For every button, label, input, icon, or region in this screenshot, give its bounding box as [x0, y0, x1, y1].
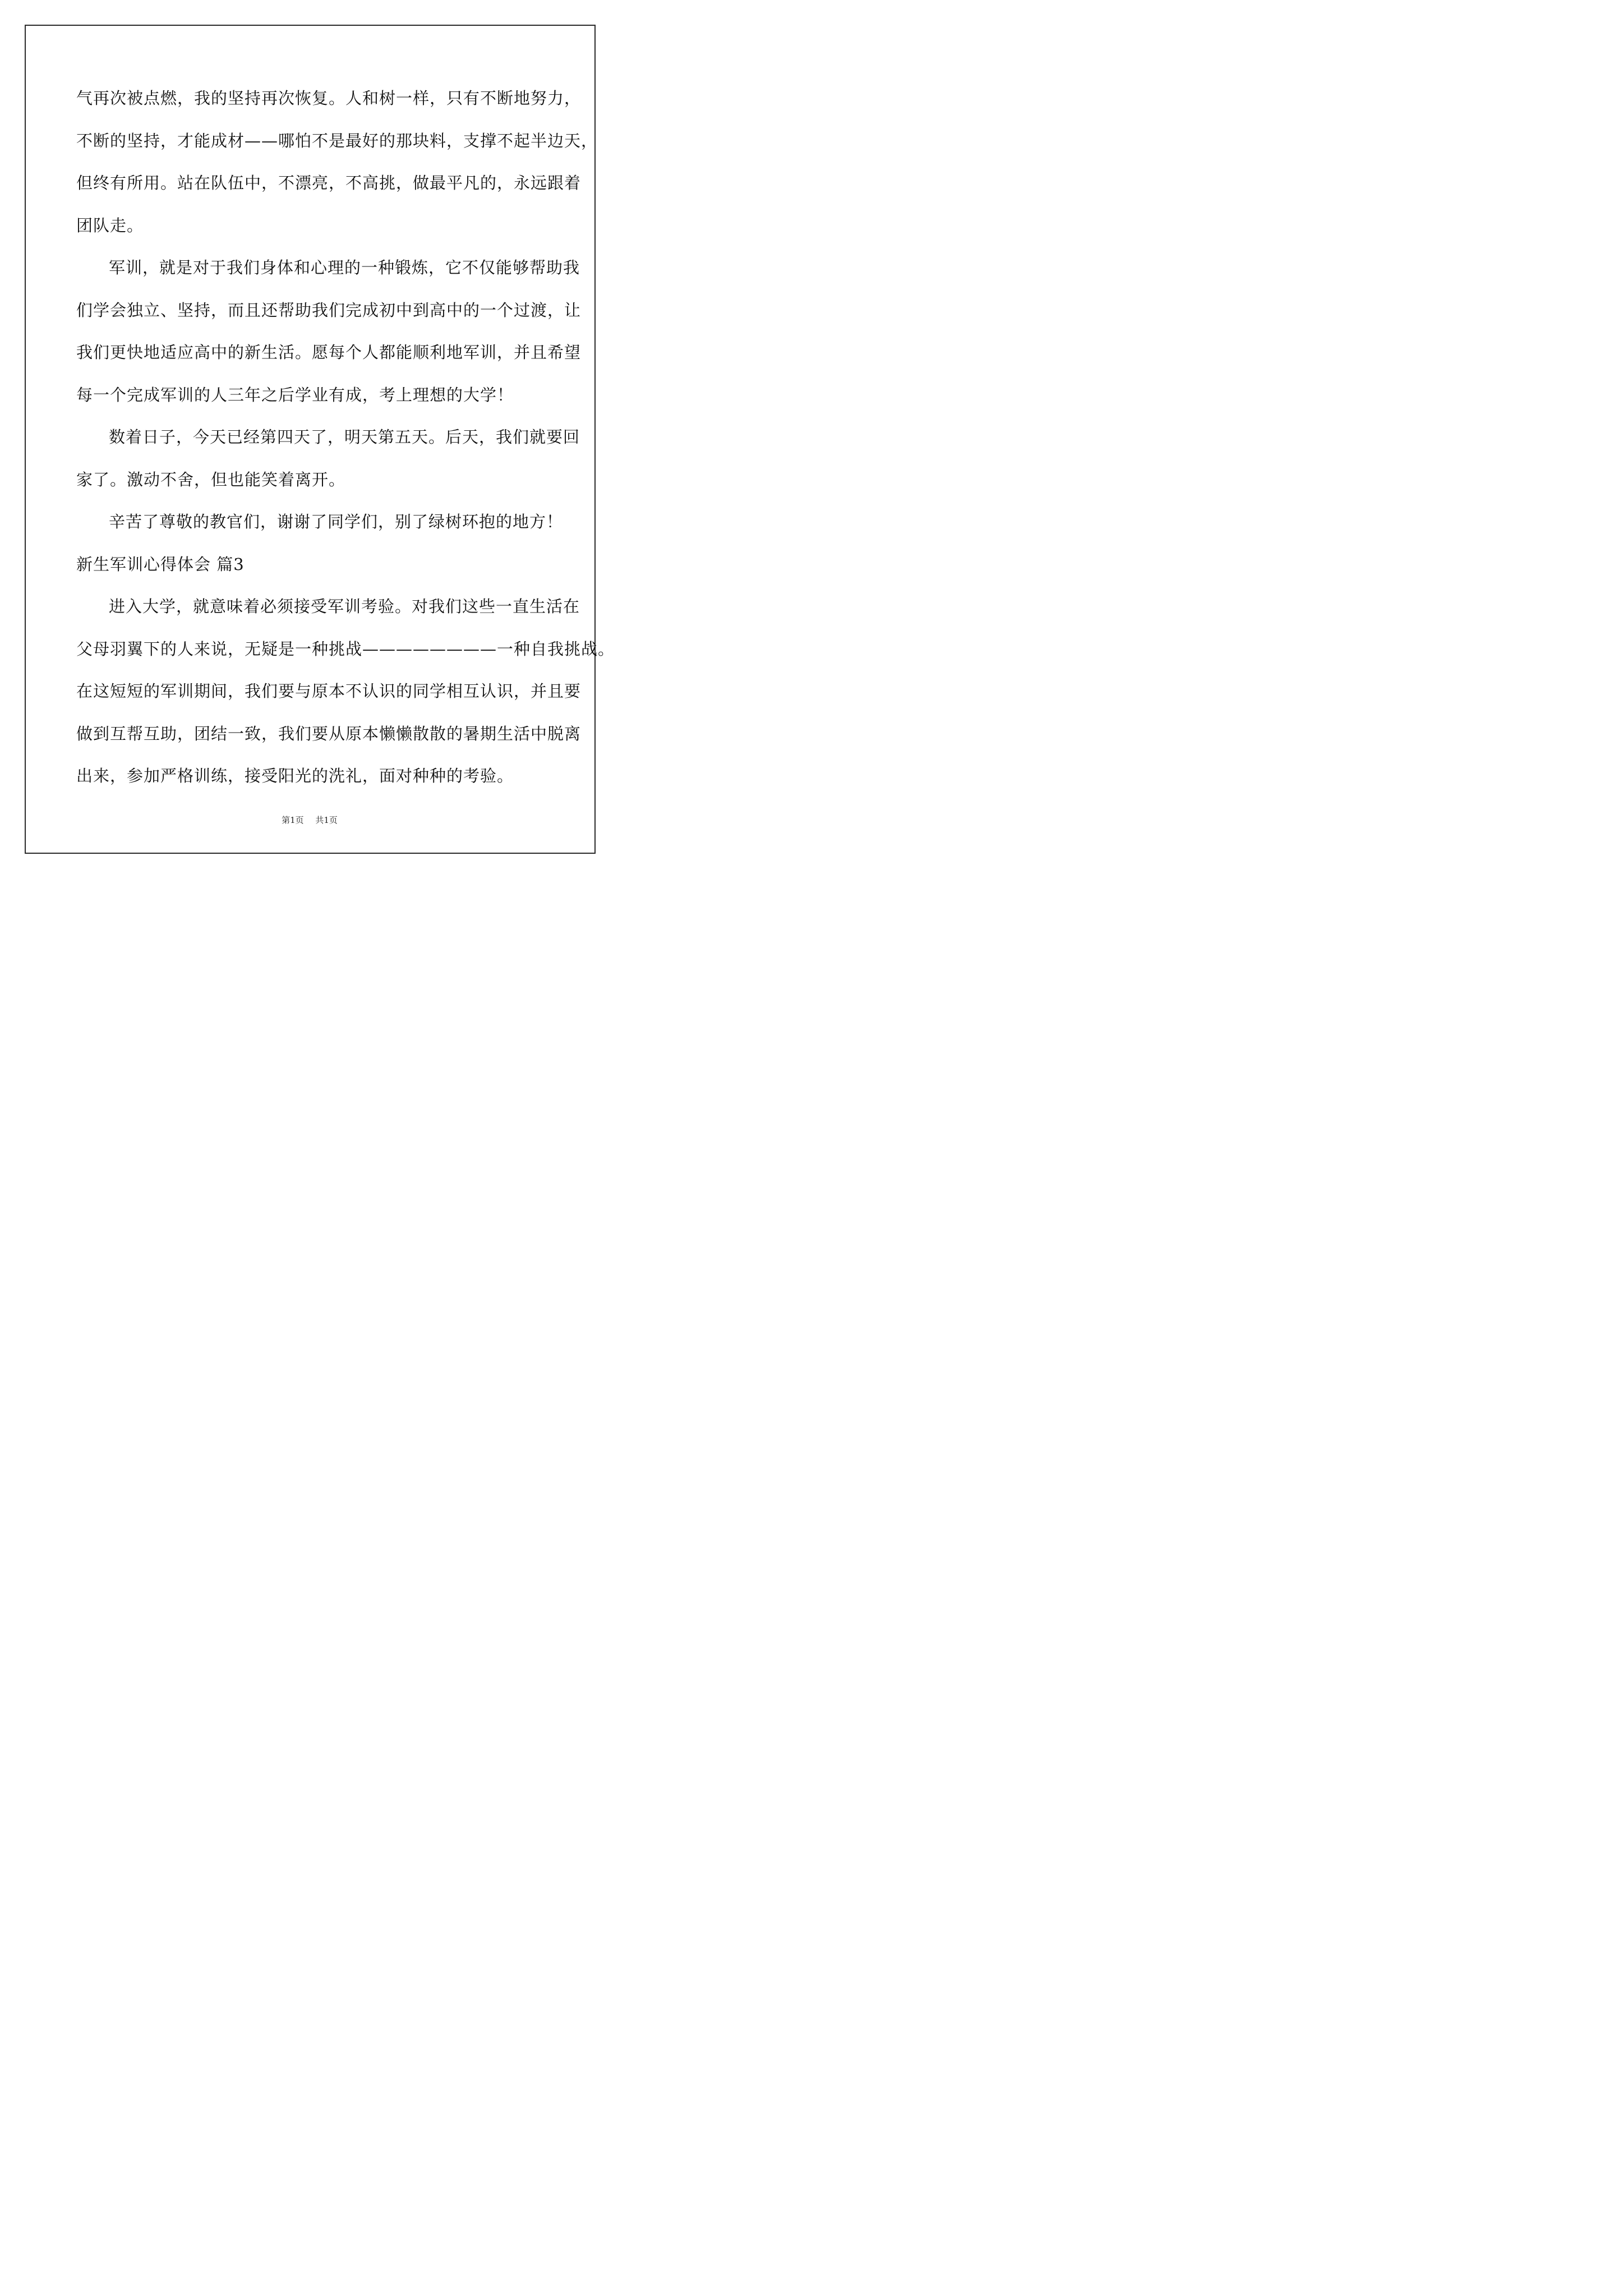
text-line: 家了。激动不舍，但也能笑着离开。 — [76, 470, 346, 489]
text-line: 出来，参加严格训练，接受阳光的洗礼，面对种种的考验。 — [76, 766, 514, 785]
document-body — [76, 77, 615, 798]
page-total: 共1页 — [315, 815, 338, 825]
text-line: 在这短短的军训期间，我们要与原本不认识的同学相互认识，并且要 — [76, 682, 582, 701]
text-line: 父母羽翼下的人来说，无疑是一种挑战————————一种自我挑战。 — [76, 639, 615, 659]
text-line: 但终有所用。站在队伍中，不漂亮，不高挑，做最平凡的，永远跟着 — [76, 173, 582, 192]
text-line: 做到互帮互助，团结一致，我们要从原本懒懒散散的暑期生活中脱离 — [76, 724, 582, 743]
section-heading: 新生军训心得体会 篇3 — [76, 554, 245, 574]
text-line: 军训，就是对于我们身体和心理的一种锻炼，它不仅能够帮助我 — [109, 258, 580, 277]
text-line: 们学会独立、坚持，而且还帮助我们完成初中到高中的一个过渡，让 — [76, 300, 582, 320]
text-line: 辛苦了尊敬的教官们，谢谢了同学们，别了绿树环抱的地方！ — [109, 512, 564, 531]
text-line: 团队走。 — [76, 215, 144, 235]
text-line: 气再次被点燃，我的坚持再次恢复。人和树一样，只有不断地努力， — [76, 89, 582, 108]
page-number: 第1页 — [282, 815, 304, 825]
text-line: 我们更快地适应高中的新生活。愿每个人都能顺利地军训，并且希望 — [76, 343, 582, 362]
text-line: 不断的坚持，才能成材——哪怕不是最好的那块料，支撑不起半边天， — [76, 131, 598, 150]
page-footer — [0, 814, 619, 826]
text-line: 进入大学，就意味着必须接受军训考验。对我们这些一直生活在 — [109, 597, 580, 616]
text-line: 数着日子，今天已经第四天了，明天第五天。后天，我们就要回 — [109, 427, 580, 447]
text-line: 每一个完成军训的人三年之后学业有成，考上理想的大学！ — [76, 385, 514, 404]
